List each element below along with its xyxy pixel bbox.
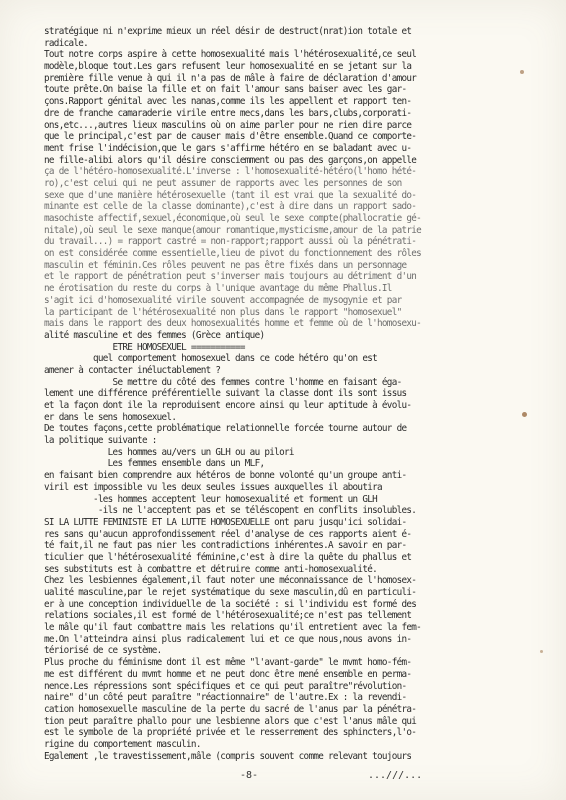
- text-line: Egalement ,le travestissement,mâle (compris souvent comme relevant toujours: [44, 750, 412, 762]
- text-line: ticulier que l'hétérosexualité féminine,c'est à dire la quête du phallus et: [44, 551, 412, 563]
- text-line: amener à contacter inéluctablement ?: [44, 364, 221, 376]
- text-line: le mâle qu'il faut combattre mais les relations qu'il entretient avec la fem-: [44, 622, 422, 634]
- text-line: alité masculine et des femmes (Grèce antique): [44, 329, 265, 341]
- text-line: er dans le sens homosexuel.: [44, 411, 177, 423]
- text-line: té fait,il ne faut pas nier les contradictions inhérentes.A savoir en par-: [44, 540, 407, 552]
- text-line: masculin et féminin.Ces rôles peuvent ne pas être fixés dans un personnage: [44, 259, 407, 271]
- text-line: nitale),où seul le sexe manque(amour romantique,mysticisme,amour de la patrie: [44, 224, 422, 236]
- text-line: tion peut paraître phallo pour une lesbienne alors que c'est l'anus mâle qui: [44, 715, 417, 727]
- text-line: ualité masculine,par le rejet systématique du sexe masculin,dû en particuli-: [44, 587, 417, 598]
- text-line: rigine du comportement masculin.: [44, 738, 201, 750]
- text-line: est le symbole de la propriété privée et le resserrement des sphincters,l'o-: [44, 727, 417, 739]
- paper-stain: [520, 70, 524, 74]
- text-line: ses substituts est à combattre et détruire comme anti-homosexualité.: [44, 563, 378, 575]
- text-line: masochiste affectif,sexuel,économique,où seul le sexe compte(phallocratie gé-: [44, 213, 422, 224]
- text-line: ro),c'est celui qui ne peut assumer de rapports avec les personnes de son: [44, 177, 402, 189]
- text-line: ons,etc...,autres lieux masculins où on aime parler pour ne rien dire parce: [44, 119, 412, 131]
- continuation-mark: ...///...: [368, 770, 423, 781]
- text-line: on est considérée comme essentielle,lieu de pivot du fonctionnement des rôles: [44, 248, 422, 260]
- text-line: ça de l'hétéro-homosexualité.L'inverse : l'homosexualité-hétéro(l'homo hété-: [44, 166, 417, 178]
- text-line: cation homosexuelle masculine de la perte du sacré de l'anus par la pénétra-: [44, 703, 417, 715]
- text-line: mais dans le rapport des deux homosexualités homme et femme où de l'homosexu-: [44, 318, 422, 330]
- paper-stain: [522, 412, 527, 417]
- text-line: modèle,bloque tout.Les gars refusent leur homosexualité en se jetant sur la: [44, 61, 412, 73]
- text-line: radicale.: [44, 37, 89, 49]
- body-text: [44, 26, 486, 762]
- paper-stain: [540, 650, 543, 653]
- text-line: la politique suivante :: [44, 435, 157, 447]
- text-line: çons.Rapport génital avec les nanas,comme ils les appellent et rapport ten-: [44, 96, 412, 108]
- text-line: -ils ne l'acceptent pas et se téléscopent en conflits insolubles.: [44, 505, 417, 517]
- text-line: -les hommes acceptent leur homosexualité et forment un GLH: [44, 493, 378, 505]
- text-line: sexe que d'une manière hétérosexuelle (tant il est vrai que la sexualité do-: [44, 189, 417, 201]
- text-line: nence.Les répressions sont spécifiques et ce qui peut paraître"révolution-: [44, 680, 407, 692]
- text-line: stratégique ni n'exprime mieux un réel désir de destruct(nrat)ion totale et: [44, 26, 412, 37]
- text-line: relations sociales,il est formé de l'hétérosexualité;ce n'est pas tellement: [44, 610, 412, 622]
- text-line: tériorisé de ce système.: [44, 645, 162, 657]
- text-line: minante est celle de la classe dominante),c'est à dire dans un rapport sado-: [44, 201, 417, 213]
- text-line: en faisant bien comprendre aux hétéros de bonne volonté qu'un groupe anti-: [44, 470, 407, 482]
- text-line: res sans qu'aucun approfondissement réel d'analyse de ces rapports aient é-: [44, 528, 412, 540]
- text-line: quel comportement homosexuel dans ce code hétéro qu'on est: [44, 353, 378, 365]
- text-line: me.On l'atteindra ainsi plus radicalement lui et ce que nous,nous avons in-: [44, 633, 412, 645]
- text-line: la participant de l'hétérosexualité non plus dans le rapport "homosexuel": [44, 306, 402, 318]
- text-line: première fille venue à qui il n'a pas de mâle à faire de déclaration d'amour: [44, 72, 417, 84]
- text-line: De toutes façons,cette problématique relationnelle forcée tourne autour de: [44, 423, 407, 435]
- text-line: lement une différence préférentielle suivant la classe dont ils sont issus: [44, 388, 407, 400]
- text-line: que le principal,c'est par de causer mais d'être ensemble.Quand ce comporte-: [44, 131, 417, 143]
- text-line: naire" d'un côté peut paraître "réactionnaire" de l'autre.Ex : la revendi-: [44, 692, 407, 704]
- text-line: Plus proche du féminisme dont il est même "l'avant-garde" le mvmt homo-fém-: [44, 657, 412, 669]
- text-line: dre de franche camaraderie virile entre mecs,dans les bars,clubs,corporati-: [44, 107, 412, 119]
- text-line: ne érotisation du reste du corps à l'unique avantage du même Phallus.Il: [44, 283, 392, 295]
- text-line: ment frise l'indécision,que le gars s'affirme hétéro en se baladant avec u-: [44, 142, 412, 154]
- text-line: du travail...) = rapport castré = non-rapport;rapport aussi où la pénétrati-: [44, 236, 417, 248]
- text-line: toute prête.On baise la fille et on fait l'amour sans baiser avec les gar-: [44, 84, 407, 96]
- text-line: et la façon dont ile la reproduisent encore ainsi qu leur aptitude à évolu-: [44, 400, 412, 411]
- text-line: SI LA LUTTE FEMINISTE ET LA LUTTE HOMOSEXUELLE ont paru jusqu'ici solidai-: [44, 516, 407, 528]
- text-line: Se mettre du côté des femmes contre l'homme en faisant éga-: [44, 376, 402, 388]
- text-line: et le rapport de pénétration peut s'inverser mais toujours au détriment d'un: [44, 271, 417, 283]
- text-line: me est différent du mvmt homme et ne peut donc être mené ensemble en perma-: [44, 668, 412, 680]
- text-line: ne fille-alibi alors qu'il désire consciemment ou pas des garçons,on appelle: [44, 154, 417, 166]
- text-line: Les hommes au/vers un GLH ou au pilori: [44, 446, 294, 458]
- text-line: s'agit ici d'homosexualité virile souvent accompagnée de mysogynie et par: [44, 294, 402, 306]
- page-footer: [0, 770, 566, 784]
- text-line: er à une conception individuelle de la société : si l'individu est formé des: [44, 598, 417, 610]
- text-line: Les femmes ensemble dans un MLF,: [44, 458, 265, 470]
- text-line: ETRE HOMOSEXUEL ===========: [44, 341, 245, 353]
- page-number: -8-: [240, 770, 259, 781]
- text-line: Chez les lesbiennes également,il faut noter une méconnaissance de l'homosex-: [44, 575, 417, 587]
- text-line: viril est impossible vu les deux seules issues auxquelles il aboutira: [44, 481, 382, 493]
- text-line: Tout notre corps aspire à cette homosexualité mais l'hétérosexualité,ce seul: [44, 49, 417, 61]
